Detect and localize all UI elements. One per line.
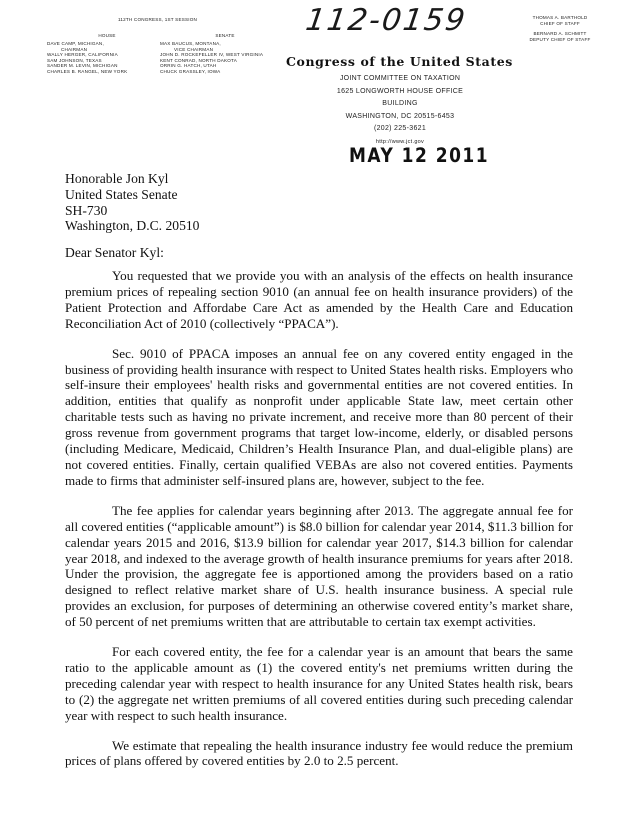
staff-title: DEPUTY CHIEF OF STAFF [529,36,591,42]
staff-block [508,15,612,42]
house-member: CHAIRMAN [61,46,88,52]
senate-member: CHUCK GRASSLEY, IOWA [160,68,221,74]
senate-member: VICE CHAIRMAN [174,46,214,52]
recipient-office: SH-730 [65,202,108,218]
body-paragraph: Sec. 9010 of PPACA imposes an annual fee on any covered entity engaged in the business of providing health insurance with respect to United States health risks. Employers who self-insure their employees' health risks and governmental entities are not covered entities. In addition, entities that qualify as nonprofit under applicable State law, meet certain other charitable tests such as having no private increment, and receive more than 80 percent of their gross revenue from government programs that target low-income, elderly, or disabled persons (including Medicare, Medicaid, Children’s Health Insurance Plan, and dual-eligible plans) are not covered entities. Finally, certain qualified VEBAs are also not covered entities. Payments made to firms that administer self-insured plans are, however, subject to the fee. [65,345,573,488]
house-heading: HOUSE [98,33,116,38]
committee-name: JOINT COMMITTEE ON TAXATION [339,75,461,82]
house-member: SAM JOHNSON, TEXAS [47,57,102,63]
house-member: DAVE CAMP, MICHIGAN, [47,41,104,46]
committee-building: 1625 LONGWORTH HOUSE OFFICE BUILDING [336,87,464,107]
committee-city: WASHINGTON, DC 20515-6453 [345,112,455,120]
senate-heading: SENATE [215,33,235,38]
staff-name: BERNARD A. SCHMITT [533,31,587,37]
house-member: WALLY HERGER, CALIFORNIA [47,52,118,58]
session-label: 112TH CONGRESS, 1ST SESSION [118,17,198,22]
body-paragraph: For each covered entity, the fee for a calendar year is an amount that bears the same ratio to the applicable amount as (1) the covered entity's net premiums written during the preceding calendar year with respect to health insurance for any United States health risk, bears to (2) the aggregate net written premiums of all covered entities during such preceding calendar year with respect to such health insurance. [65,644,573,723]
senate-member: JOHN D. ROCKEFELLER IV, WEST VIRGINIA [160,52,264,58]
congress-title: Congress of the United States [286,54,513,69]
salutation: Dear Senator Kyl: [65,245,164,260]
senate-member: MAX BAUCUS, MONTANA, [160,41,221,46]
senate-member: KENT CONRAD, NORTH DAKOTA [160,57,237,63]
house-member: CHARLES B. RANGEL, NEW YORK [47,68,128,74]
committee-block [320,73,480,148]
staff-title: CHIEF OF STAFF [540,20,580,26]
staff-name: THOMAS A. BARTHOLD [532,15,588,20]
committee-phone: (202) 225-3621 [373,125,427,132]
recipient-city: Washington, D.C. 20510 [65,218,200,234]
senate-members [160,41,263,75]
body-paragraph: The fee applies for calendar years beginning after 2013. The aggregate annual fee for all covered entities (“applicable amount”) is $8.0 billion for calendar year 2014, $11.3 billion for calendar years 2015 and 2016, $13.9 billion for calendar year 2017, $14.3 billion for calendar year 2018, and indexed to the average growth of health insurance premiums for years after 2018. Under the provision, the aggregate fee is apportioned among the providers based on a ratio designed to reflect relative market share of U.S. health insurance business. A special rule provides an exclusion, for purposes of determining an otherwise covered entity’s market share, of 50 percent of net premiums written that are attributable to certain tax exempt activities. [65,502,573,630]
letter-body [65,268,573,783]
committee-website: http://www.jct.gov [375,138,425,145]
house-member: SANDER M. LEVIN, MICHIGAN [47,63,118,69]
date-stamp: MAY 12 2011 [349,144,490,168]
handwritten-document-number: 112-0159 [303,3,469,38]
recipient-address [65,171,199,234]
recipient-org: United States Senate [65,186,178,202]
body-paragraph: You requested that we provide you with an analysis of the effects on health insurance premium prices of repealing section 9010 (an annual fee on health insurance providers) of the Patient Protection and Affordabe Care Act as amended by the Health Care and Education Reconciliation Act of 2010 (collectively “PPACA”). [65,268,573,331]
house-members [47,41,127,75]
recipient-name: Honorable Jon Kyl [65,171,169,186]
senate-member: ORRIN G. HATCH, UTAH [160,63,217,69]
body-paragraph: We estimate that repealing the health insurance industry fee would reduce the premium prices of plans offered by covered entities by 2.0 to 2.5 percent. [65,737,573,769]
